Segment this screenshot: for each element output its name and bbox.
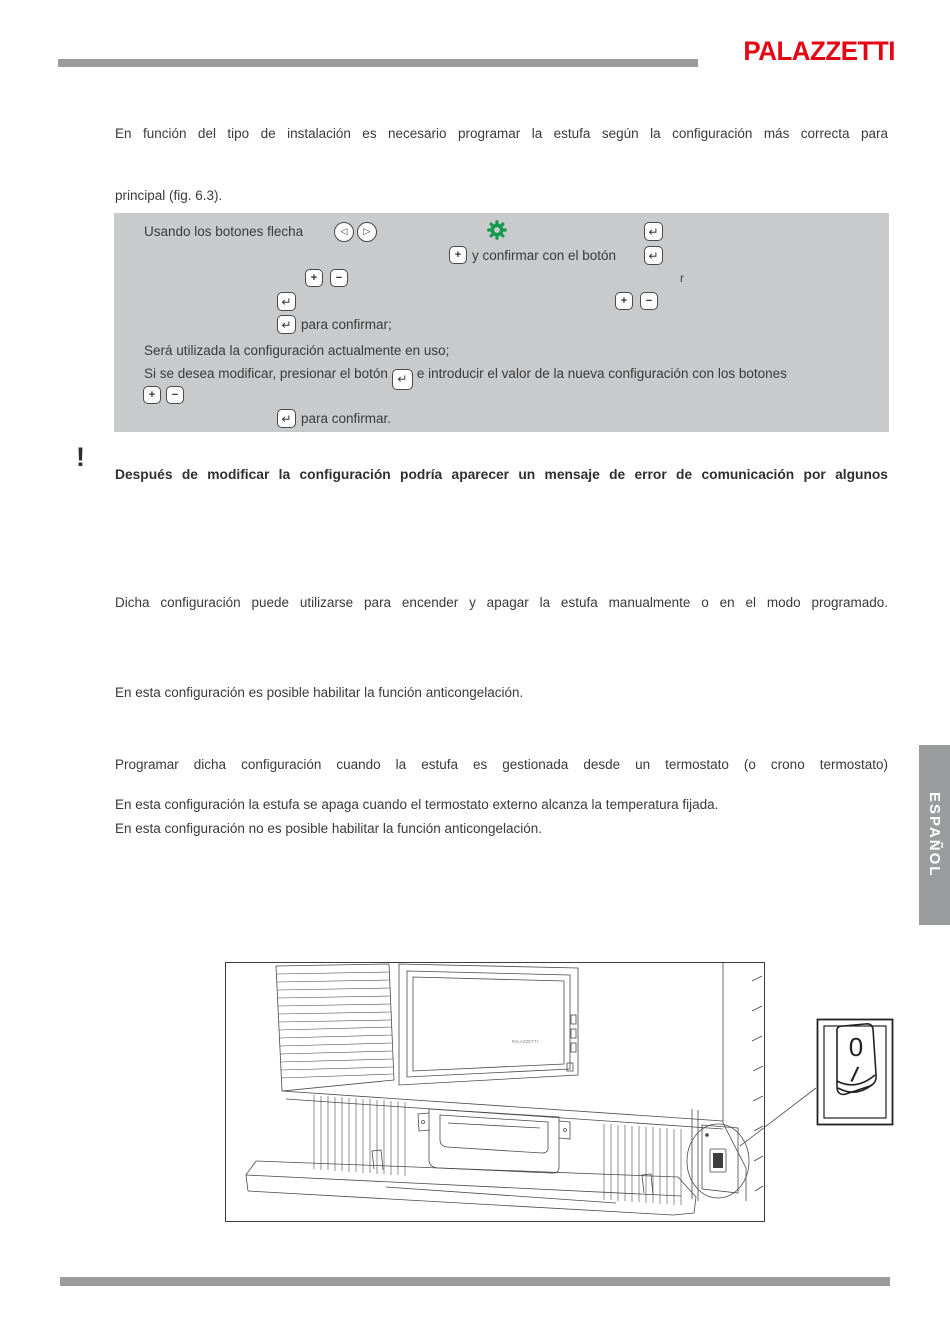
proc-line6-text: Será utilizada la configuración actualmente en uso; xyxy=(144,343,450,358)
header-rule xyxy=(58,59,698,67)
language-tab-label: ESPAÑOL xyxy=(926,792,943,878)
corner-mark: r xyxy=(680,271,684,285)
proc-line5-text: para confirmar; xyxy=(301,317,392,332)
stove-drawing xyxy=(226,963,764,1221)
procedure-box xyxy=(114,213,889,432)
minus-button-icon: − xyxy=(166,386,184,404)
proc-line7-pre: Si se desea modificar, presionar el botón xyxy=(144,366,388,381)
warning-exclamation-icon: ! xyxy=(76,442,85,472)
left-arrow-button-icon: ◁ xyxy=(334,222,354,242)
intro-paragraph: En función del tipo de instalación es necesario programar la estufa según la configuración más correcta para xyxy=(115,126,888,141)
proc-line9-text: para confirmar. xyxy=(301,411,392,426)
enter-button-icon: ↵ xyxy=(277,409,296,428)
switch-on-label: I xyxy=(848,1060,861,1088)
intro-paragraph-2: principal (fig. 6.3). xyxy=(115,188,223,203)
plus-button-icon: + xyxy=(305,269,323,287)
gear-icon xyxy=(487,220,507,240)
enter-button-icon: ↵ xyxy=(392,369,413,390)
paragraph-config-manual: Dicha configuración puede utilizarse para encender y apagar la estufa manualmente o en el modo programado. xyxy=(115,595,888,610)
proc-line1-text: Usando los botones flecha xyxy=(144,224,304,239)
minus-button-icon: − xyxy=(330,269,348,287)
brand-logo: PALAZZETTI xyxy=(743,36,895,66)
power-switch-inset xyxy=(816,1018,894,1126)
plus-button-icon: + xyxy=(449,246,467,264)
paragraph-thermostat-off: En esta configuración la estufa se apaga cuando el termostato externo alcanza la temperatura fijada. xyxy=(115,797,719,812)
minus-button-icon: − xyxy=(640,292,658,310)
proc-line2-text: y confirmar con el botón xyxy=(472,248,617,263)
enter-button-icon: ↵ xyxy=(644,222,663,241)
proc-line7-post: e introducir el valor de la nueva configuración con los botones xyxy=(416,366,787,381)
stove-door-logo: PALAZZETTI xyxy=(511,1039,538,1044)
enter-button-icon: ↵ xyxy=(277,315,296,334)
stove-figure xyxy=(225,962,765,1222)
enter-button-icon: ↵ xyxy=(277,292,296,311)
enter-button-icon: ↵ xyxy=(644,246,663,265)
warning-text: Después de modificar la configuración podría aparecer un mensaje de error de comunicación por algunos xyxy=(115,466,888,482)
plus-button-icon: + xyxy=(143,386,161,404)
proc-line7 xyxy=(144,366,787,390)
footer-rule xyxy=(60,1277,890,1286)
right-arrow-button-icon: ▷ xyxy=(357,222,377,242)
paragraph-antifreeze-not-possible: En esta configuración no es posible habilitar la función anticongelación. xyxy=(115,821,543,836)
plus-button-icon: + xyxy=(615,292,633,310)
paragraph-antifreeze-possible: En esta configuración es posible habilitar la función anticongelación. xyxy=(115,685,524,700)
language-tab xyxy=(919,745,950,925)
paragraph-thermostat: Programar dicha configuración cuando la estufa es gestionada desde un termostato (o crono termostato) xyxy=(115,757,888,772)
switch-off-label: 0 xyxy=(848,1032,864,1062)
